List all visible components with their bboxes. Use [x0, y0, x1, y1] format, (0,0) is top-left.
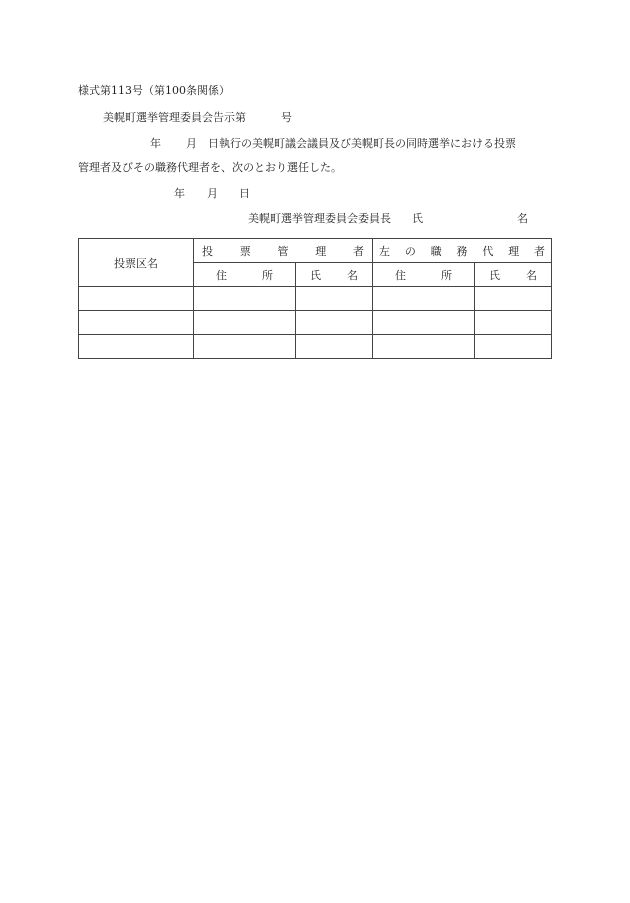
district-cell[interactable]	[79, 311, 194, 335]
district-header: 投票区名	[79, 239, 194, 287]
body-year: 年	[150, 137, 161, 150]
chairman-name-suffix: 名	[517, 212, 528, 225]
body-line-2: 管理者及びその職務代理者を、次のとおり選任した。	[78, 161, 342, 174]
table-row	[79, 311, 552, 335]
manager-address-cell[interactable]	[194, 335, 296, 359]
manager-name-header: 氏 名	[296, 263, 373, 287]
notice-number-suffix: 号	[281, 111, 292, 124]
manager-address-cell[interactable]	[194, 287, 296, 311]
manager-name-cell[interactable]	[296, 335, 373, 359]
body-day-text: 日執行の美幌町議会議員及び美幌町長の同時選挙における投票	[208, 137, 516, 150]
deputy-name-header: 氏 名	[475, 263, 552, 287]
district-cell[interactable]	[79, 335, 194, 359]
manager-address-cell[interactable]	[194, 311, 296, 335]
date-day: 日	[239, 187, 250, 200]
appointment-table	[78, 238, 552, 359]
body-month: 月	[186, 137, 197, 150]
deputy-address-cell[interactable]	[373, 335, 475, 359]
chairman-name-label: 氏	[412, 212, 423, 225]
district-cell[interactable]	[79, 287, 194, 311]
deputy-name-cell[interactable]	[475, 335, 552, 359]
table-row	[79, 287, 552, 311]
deputy-name-cell[interactable]	[475, 287, 552, 311]
deputy-name-cell[interactable]	[475, 311, 552, 335]
deputy-address-cell[interactable]	[373, 287, 475, 311]
deputy-address-header: 住 所	[373, 263, 475, 287]
deputy-header: 左 の 職 務 代 理 者	[373, 239, 552, 263]
manager-name-cell[interactable]	[296, 311, 373, 335]
manager-name-cell[interactable]	[296, 287, 373, 311]
deputy-address-cell[interactable]	[373, 311, 475, 335]
date-year: 年	[174, 187, 185, 200]
table-row	[79, 335, 552, 359]
notice-title: 美幌町選挙管理委員会告示第	[103, 111, 246, 124]
date-month: 月	[207, 187, 218, 200]
form-number: 様式第113号（第100条関係）	[78, 84, 230, 97]
manager-address-header: 住 所	[194, 263, 296, 287]
manager-header: 投 票 管 理 者	[194, 239, 373, 263]
table-header-row-1	[79, 239, 552, 263]
chairman-title: 美幌町選挙管理委員会委員長	[248, 212, 391, 225]
